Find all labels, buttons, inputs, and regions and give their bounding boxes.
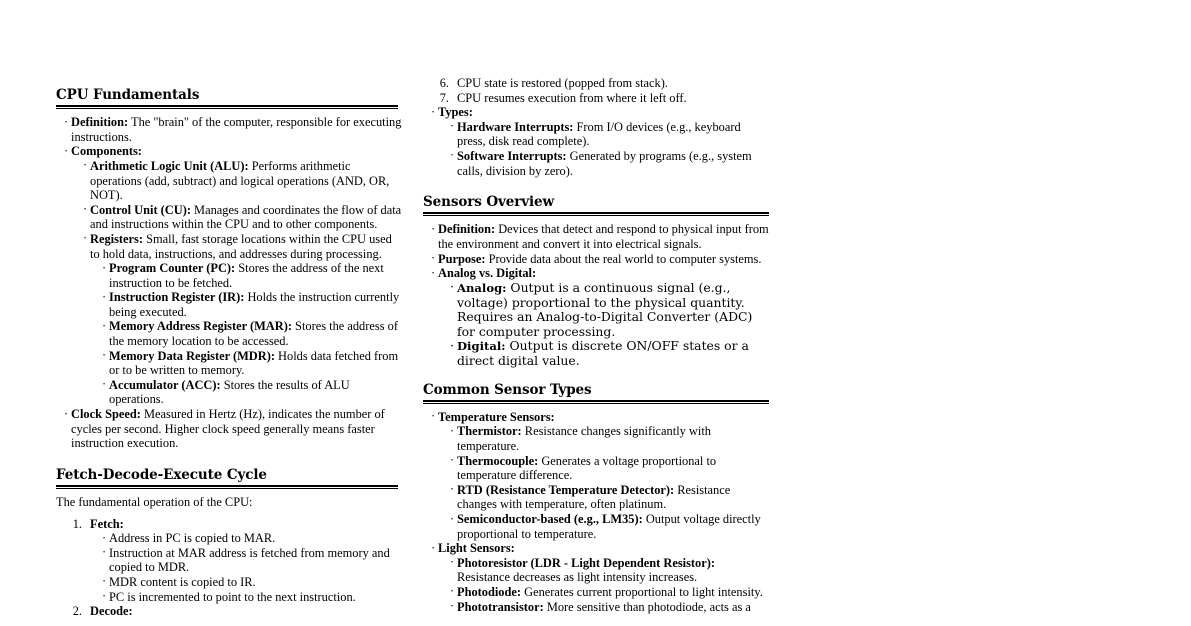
- definition-text: Output voltage directly proportional to temperature.: [457, 512, 761, 541]
- list-item: [64, 115, 402, 144]
- step-text: CPU resumes execution from where it left off.: [457, 90, 687, 105]
- list-item: [64, 144, 402, 407]
- list-item: [102, 349, 402, 378]
- list-item: [450, 585, 769, 600]
- list-item: [102, 290, 402, 319]
- definition-text: Resistance decreases as light intensity increases.: [457, 570, 698, 585]
- list-item: [102, 590, 402, 605]
- list-item: [431, 222, 769, 251]
- term: Fetch:: [90, 516, 124, 531]
- term: Thermocouple:: [457, 453, 539, 468]
- right-column: [423, 0, 769, 626]
- section-heading-fetch-decode-execute-cycle: Fetch-Decode-Execute Cycle: [56, 466, 267, 483]
- bullet-icon: ·: [450, 584, 455, 599]
- bullet-icon: ·: [450, 482, 455, 497]
- cycle-steps-list: [64, 517, 402, 619]
- list-item: [431, 105, 769, 178]
- continued-steps-list: [431, 76, 769, 105]
- definition-text: Manages and coordinates the flow of data and instructions within the CPU and to other components.: [90, 202, 402, 232]
- list-item: [450, 483, 769, 512]
- bullet-icon: ·: [64, 406, 69, 421]
- analog-digital-list: [450, 281, 769, 369]
- term: Software Interrupts:: [457, 148, 567, 163]
- interrupt-types-list: [431, 105, 769, 178]
- list-item: [450, 454, 769, 483]
- bullet-icon: ·: [450, 599, 455, 614]
- term: Analog:: [457, 280, 507, 295]
- bullet-icon: ·: [450, 279, 454, 295]
- bullet-icon: ·: [102, 530, 107, 545]
- list-item: [64, 517, 402, 605]
- list-item: [102, 531, 402, 546]
- definition-text: Resistance changes significantly with temperature.: [457, 424, 711, 454]
- term: Light Sensors:: [438, 541, 515, 556]
- list-item: [450, 120, 769, 149]
- definition-text: Generated by programs (e.g., system calls, division by zero).: [457, 148, 752, 178]
- heading-rule: [423, 400, 769, 404]
- bullet-icon: ·: [450, 337, 454, 353]
- sensors-overview-list: [431, 222, 769, 368]
- definition-text: Generates current proportional to light intensity.: [521, 584, 763, 599]
- substeps-list: [102, 531, 402, 604]
- list-item: [450, 149, 769, 178]
- light-sensors-list: [450, 556, 769, 614]
- list-item: [83, 159, 402, 203]
- bullet-icon: ·: [102, 348, 107, 363]
- term: Definition:: [71, 115, 129, 130]
- step-number: 7.: [439, 90, 449, 105]
- bullet-icon: ·: [102, 545, 107, 560]
- list-item: [102, 546, 402, 575]
- left-column: [56, 0, 402, 626]
- definition-text: Holds the instruction currently being executed.: [109, 290, 400, 319]
- definition-text: Generates a voltage proportional to temperature difference.: [457, 453, 717, 483]
- bullet-icon: ·: [64, 114, 69, 129]
- substep-text: MDR content is copied to IR.: [109, 574, 256, 589]
- components-list: [83, 159, 402, 407]
- bullet-icon: ·: [431, 265, 436, 280]
- list-item: [431, 410, 769, 541]
- step-number: 6.: [439, 76, 449, 90]
- substep-text: PC is incremented to point to the next instruction.: [109, 589, 356, 604]
- list-item: [102, 378, 402, 407]
- term: Accumulator (ACC):: [109, 377, 221, 392]
- term: Semiconductor-based (e.g., LM35):: [457, 512, 643, 526]
- definition-text: Holds data fetched from or to be written to memory.: [109, 348, 399, 378]
- list-item: [450, 600, 769, 615]
- term: Types:: [438, 105, 473, 120]
- term: Decode:: [90, 604, 133, 619]
- definition-text: Provide data about the real world to computer systems.: [485, 251, 762, 266]
- term: RTD (Resistance Temperature Detector):: [457, 482, 675, 497]
- list-item: [431, 541, 769, 614]
- bullet-icon: ·: [64, 143, 69, 158]
- bullet-icon: ·: [102, 377, 107, 392]
- term: Phototransistor:: [457, 599, 544, 614]
- interrupt-subtypes-list: [450, 120, 769, 178]
- term: Photoresistor (LDR - Light Dependent Resistor):: [457, 555, 716, 570]
- bullet-icon: ·: [102, 574, 107, 589]
- bullet-icon: ·: [102, 318, 107, 333]
- term: Thermistor:: [457, 424, 522, 439]
- bullet-icon: ·: [450, 511, 455, 526]
- term: Memory Data Register (MDR):: [109, 348, 275, 363]
- list-item: [450, 281, 769, 340]
- definition-text: Performs arithmetic operations (add, subtract) and logical operations (AND, OR, NOT).: [90, 158, 390, 203]
- term: Hardware Interrupts:: [457, 119, 574, 134]
- section-heading-common-sensor-types: Common Sensor Types: [423, 381, 592, 398]
- term: Digital:: [457, 339, 506, 354]
- definition-text: The "brain" of the computer, responsible for executing instructions.: [71, 115, 402, 144]
- term: Registers:: [90, 231, 143, 246]
- section-heading-cpu-fundamentals: CPU Fundamentals: [56, 87, 200, 103]
- definition-text: From I/O devices (e.g., keyboard press, disk read complete).: [457, 119, 741, 149]
- term: Memory Address Register (MAR):: [109, 319, 292, 334]
- list-item: [431, 252, 769, 267]
- step-number: 2.: [72, 604, 82, 619]
- list-item: [431, 76, 769, 91]
- definition-text: Output is a continuous signal (e.g., voltage) proportional to the physical quantity. Requires an Analog-to-Digital Converter (ADC) for computer processing.: [457, 279, 753, 339]
- definition-text: Measured in Hertz (Hz), indicates the number of cycles per second. Higher clock speed generally means faster instruction execution.: [71, 407, 385, 451]
- bullet-icon: ·: [431, 409, 436, 424]
- bullet-icon: ·: [450, 148, 455, 163]
- list-item: [431, 266, 769, 369]
- substep-text: Instruction at MAR address is fetched from memory and copied to MDR.: [109, 545, 390, 575]
- list-item: [450, 424, 769, 453]
- heading-rule: [56, 105, 398, 109]
- term: Clock Speed:: [71, 407, 141, 422]
- bullet-icon: ·: [450, 555, 455, 570]
- term: Program Counter (PC):: [109, 261, 236, 276]
- bullet-icon: ·: [83, 158, 88, 173]
- bullet-icon: ·: [102, 260, 107, 275]
- list-item: [102, 319, 402, 348]
- definition-text: Stores the results of ALU operations.: [109, 377, 350, 407]
- bullet-icon: ·: [450, 453, 455, 468]
- bullet-icon: ·: [102, 289, 107, 304]
- section-spacer: [56, 451, 402, 468]
- definition-text: More sensitive than photodiode, acts as a: [543, 599, 751, 614]
- list-item: [83, 232, 402, 407]
- list-item: [450, 556, 769, 585]
- temperature-sensors-list: [450, 424, 769, 541]
- substep-text: Address in PC is copied to MAR.: [109, 531, 276, 546]
- bullet-icon: ·: [431, 221, 436, 236]
- term: Purpose:: [438, 251, 486, 266]
- section-intro-text: The fundamental operation of the CPU:: [56, 495, 253, 509]
- bullet-icon: ·: [450, 119, 455, 134]
- step-text: CPU state is restored (popped from stack).: [457, 76, 668, 90]
- term: Instruction Register (IR):: [109, 290, 245, 305]
- bullet-icon: ·: [450, 423, 455, 438]
- list-item: [64, 604, 402, 619]
- term: Analog vs. Digital:: [438, 266, 537, 281]
- definition-text: Output is discrete ON/OFF states or a direct digital value.: [457, 338, 749, 369]
- bullet-icon: ·: [83, 231, 88, 246]
- bullet-icon: ·: [102, 589, 107, 604]
- definition-text: Devices that detect and respond to physical input from the environment and convert it into electrical signals.: [438, 222, 769, 251]
- heading-rule: [423, 212, 769, 216]
- list-item: [102, 575, 402, 590]
- common-sensor-types-list: [431, 410, 769, 614]
- definition-text: Stores the address of the next instruction to be fetched.: [109, 261, 384, 290]
- section-spacer: [423, 369, 769, 383]
- list-item: [450, 339, 769, 368]
- term: Photodiode:: [457, 584, 522, 599]
- term: Control Unit (CU):: [90, 202, 191, 217]
- heading-rule: [56, 485, 398, 489]
- term: Arithmetic Logic Unit (ALU):: [90, 158, 249, 173]
- list-item: [83, 203, 402, 232]
- bullet-icon: ·: [431, 540, 436, 555]
- definition-text: Stores the address of the memory location to be accessed.: [109, 319, 398, 349]
- term: Definition:: [438, 222, 496, 237]
- term: Temperature Sensors:: [438, 409, 555, 424]
- list-item: [64, 407, 402, 451]
- registers-list: [102, 261, 402, 407]
- step-number: 1.: [72, 516, 82, 531]
- term: Components:: [71, 144, 142, 159]
- list-item: [102, 261, 402, 290]
- section-spacer: [423, 178, 769, 195]
- definition-text: Resistance changes with temperature, often platinum.: [457, 482, 731, 512]
- cpu-fundamentals-list: [64, 115, 402, 451]
- bullet-icon: ·: [431, 104, 436, 119]
- bullet-icon: ·: [431, 251, 436, 266]
- section-heading-sensors-overview: Sensors Overview: [423, 194, 555, 211]
- list-item: [431, 91, 769, 106]
- bullet-icon: ·: [83, 202, 88, 217]
- list-item: [450, 512, 769, 541]
- definition-text: Small, fast storage locations within the CPU used to hold data, instructions, and addresses during processing.: [90, 231, 392, 261]
